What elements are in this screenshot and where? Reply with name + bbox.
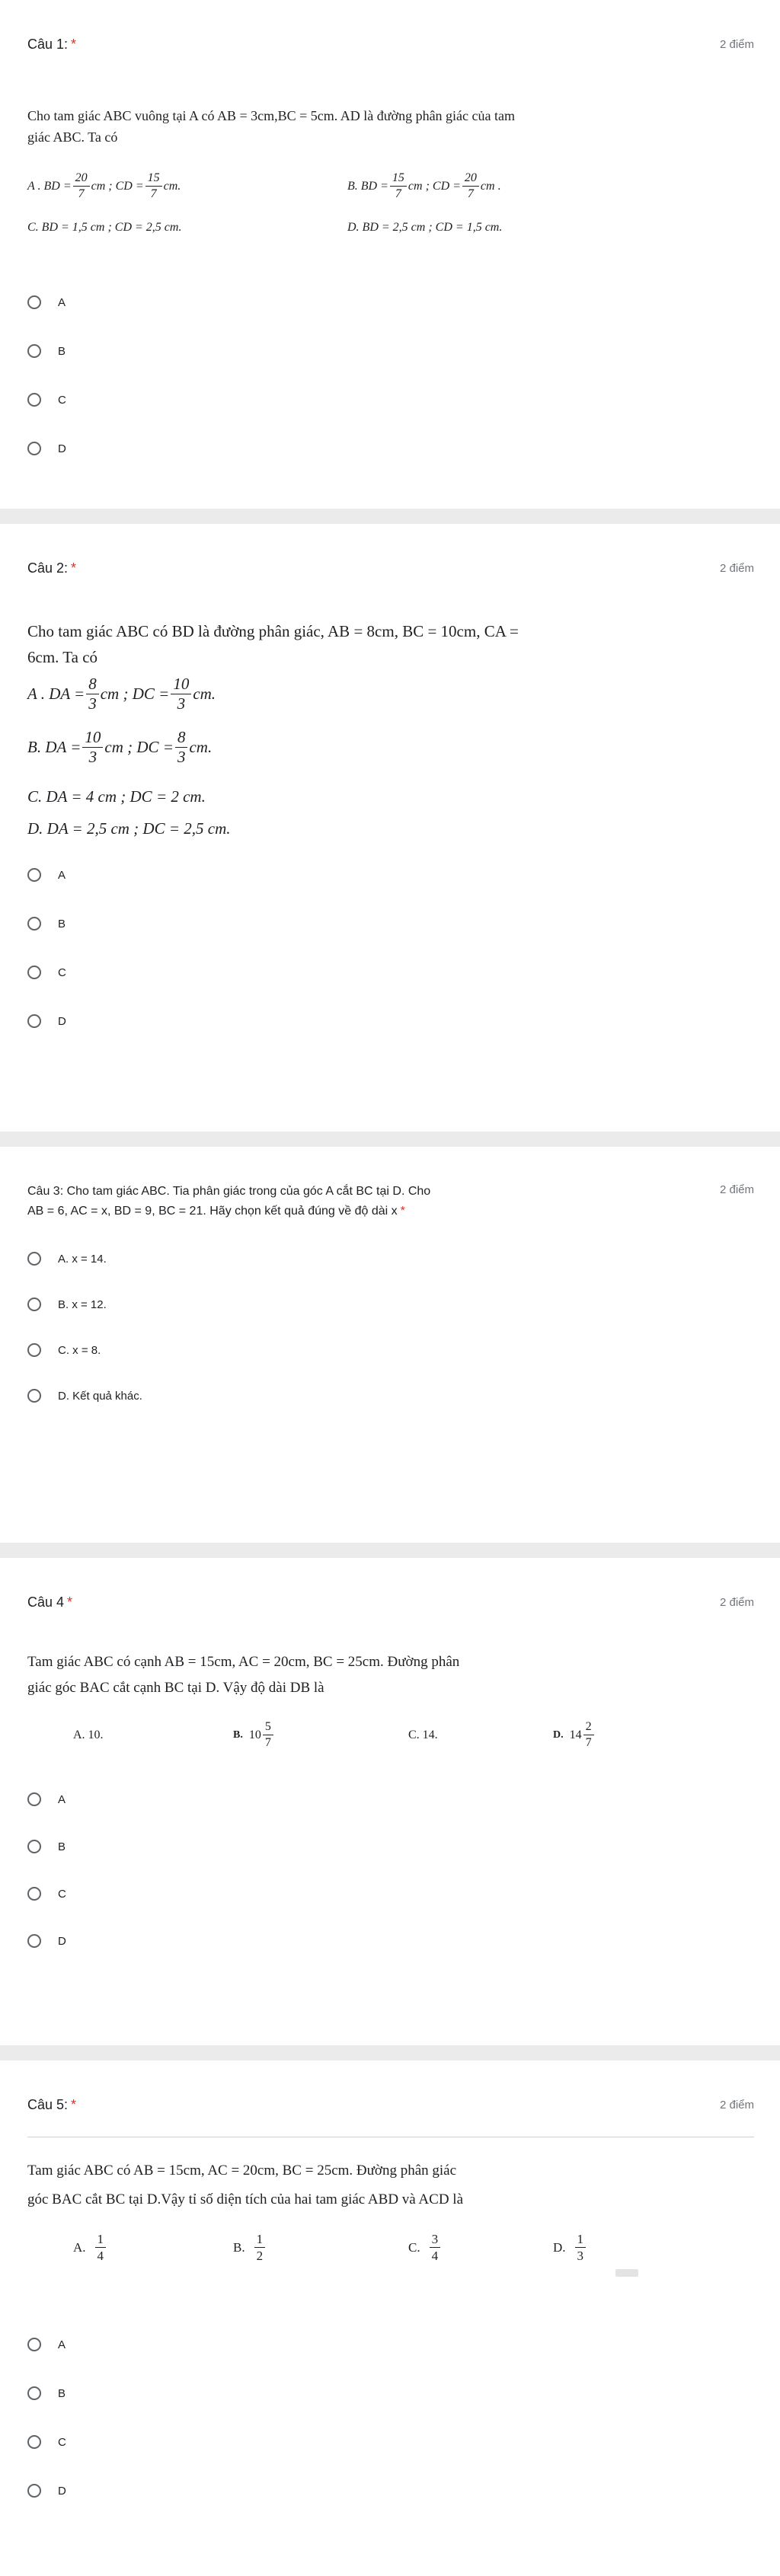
radio-button[interactable] xyxy=(27,1252,41,1266)
fraction: $\frac{20}{7}$ xyxy=(73,172,90,200)
choice-c-text: C. DA = 4 cm ; DC = 2 cm. xyxy=(27,787,206,806)
fraction: $\frac{1}{4}$ xyxy=(95,2233,107,2262)
option-label: D xyxy=(58,1934,66,1948)
radio-button[interactable] xyxy=(27,1934,41,1948)
option-label: C xyxy=(58,393,66,407)
fraction: $\frac{15}{7}$ xyxy=(390,172,407,200)
radio-option[interactable] xyxy=(27,2386,66,2400)
option-label: C xyxy=(58,2435,66,2449)
radio-option[interactable] xyxy=(27,1389,142,1403)
prompt-line: góc BAC cắt BC tại D.Vậy tỉ số diện tích của hai tam giác ABD và ACD là xyxy=(27,2191,464,2207)
question-title xyxy=(27,37,76,53)
option-label: C. x = 8. xyxy=(58,1343,101,1357)
option-label: D xyxy=(58,442,66,455)
radio-button[interactable] xyxy=(27,1343,41,1357)
radio-option[interactable] xyxy=(27,917,66,930)
option-label: B. x = 12. xyxy=(58,1298,107,1311)
option-label: D. Kết quả khác. xyxy=(58,1389,142,1403)
radio-button[interactable] xyxy=(27,2484,41,2498)
radio-option[interactable] xyxy=(27,344,66,358)
option-label: A xyxy=(58,2338,66,2351)
fraction: $\frac{15}{7}$ xyxy=(145,172,162,200)
radio-button[interactable] xyxy=(27,393,41,407)
required-marker: * xyxy=(400,1205,405,1218)
radio-button[interactable] xyxy=(27,1840,41,1853)
question-title xyxy=(27,2097,76,2113)
radio-option[interactable] xyxy=(27,1014,66,1028)
fraction: $\frac{5}{7}$ xyxy=(263,1721,273,1749)
question-title-text: Câu 5: xyxy=(27,2097,69,2112)
required-marker: * xyxy=(71,2097,77,2112)
choices-line xyxy=(73,1721,754,1749)
question-card-2 xyxy=(0,524,780,1132)
fraction: $\frac{10}{3}$ xyxy=(171,676,191,712)
radio-option[interactable] xyxy=(27,2338,66,2351)
choice-a-text: A. 10. xyxy=(73,1728,104,1741)
prompt-line: Tam giác ABC có AB = 15cm, AC = 20cm, BC = 25cm. Đường phân giác xyxy=(27,2163,457,2179)
prompt-line: giác góc BAC cắt cạnh BC tại D. Vậy độ dài DB là xyxy=(27,1680,324,1696)
question-points: 2 điểm xyxy=(719,38,754,51)
radio-button[interactable] xyxy=(27,2435,41,2449)
question-title xyxy=(27,1182,696,1221)
choice-d-text: D. DA = 2,5 cm ; DC = 2,5 cm. xyxy=(27,819,231,838)
question-prompt xyxy=(27,105,754,148)
question-title-line: Câu 3: Cho tam giác ABC. Tia phân giác trong của góc A cắt BC tại D. Cho xyxy=(27,1185,431,1198)
radio-button[interactable] xyxy=(27,1014,41,1028)
fraction: $\frac{8}{3}$ xyxy=(175,729,188,765)
choice-b-text: B. DA = $\frac{10}{3}$ cm ; DC = $\frac{8}{3}$ cm. xyxy=(27,728,213,766)
choice-d-text: D. 14 $\frac{2}{7}$ xyxy=(553,1721,596,1749)
question-card-5 xyxy=(0,2060,780,2576)
radio-button[interactable] xyxy=(27,917,41,930)
option-label: A xyxy=(58,868,66,882)
fraction: $\frac{1}{3}$ xyxy=(575,2233,587,2262)
radio-option[interactable] xyxy=(27,393,66,407)
required-marker: * xyxy=(67,1594,73,1610)
choice-d-text: D. BD = 2,5 cm ; CD = 1,5 cm. xyxy=(347,221,503,234)
choice-c-text: C. 14. xyxy=(408,1728,438,1741)
radio-button[interactable] xyxy=(27,1298,41,1311)
fraction: $\frac{8}{3}$ xyxy=(86,676,99,712)
fraction: $\frac{3}{4}$ xyxy=(430,2233,441,2262)
choice-c-text: C. BD = 1,5 cm ; CD = 2,5 cm. xyxy=(27,221,182,234)
option-label: B xyxy=(58,1840,66,1853)
choice-a-text: A . DA = $\frac{8}{3}$ cm ; DC = $\frac{10}{3}$ cm. xyxy=(27,675,216,713)
radio-option[interactable] xyxy=(27,1343,101,1357)
question-points: 2 điểm xyxy=(719,1183,754,1196)
fraction: $\frac{1}{2}$ xyxy=(254,2233,266,2262)
required-marker: * xyxy=(71,560,77,576)
question-prompt xyxy=(27,618,754,670)
question-title xyxy=(27,1594,72,1610)
prompt-line: giác ABC. Ta có xyxy=(27,129,118,145)
option-label: B xyxy=(58,917,66,930)
prompt-line: 6cm. Ta có xyxy=(27,648,98,666)
question-card-3 xyxy=(0,1147,780,1543)
radio-option[interactable] xyxy=(27,1792,66,1806)
option-label: A xyxy=(58,295,66,309)
question-prompt xyxy=(27,2156,754,2214)
radio-option[interactable] xyxy=(27,1252,107,1266)
choice-b-text: B. $\frac{1}{2}$ xyxy=(233,2233,408,2262)
question-points: 2 điểm xyxy=(719,1596,754,1609)
fraction: $\frac{20}{7}$ xyxy=(462,172,479,200)
radio-button[interactable] xyxy=(27,442,41,455)
question-title-line: AB = 6, AC = x, BD = 9, BC = 21. Hãy chọn kết quả đúng về độ dài x xyxy=(27,1205,398,1218)
question-title-text: Câu 1: xyxy=(27,37,69,52)
option-label: D xyxy=(58,1014,66,1028)
radio-option[interactable] xyxy=(27,1934,66,1948)
radio-button[interactable] xyxy=(27,2386,41,2400)
required-marker: * xyxy=(71,37,77,52)
radio-option[interactable] xyxy=(27,2435,66,2449)
option-label: C xyxy=(58,966,66,979)
radio-button[interactable] xyxy=(27,1887,41,1901)
question-points: 2 điểm xyxy=(719,562,754,575)
radio-option[interactable] xyxy=(27,442,66,455)
radio-option[interactable] xyxy=(27,1840,66,1853)
choice-a-text: A . BD = $\frac{20}{7}$ cm ; CD = $\frac{15}{7}$ cm. xyxy=(27,171,181,200)
choices-line-cd xyxy=(27,221,754,235)
fraction: $\frac{2}{7}$ xyxy=(583,1721,594,1749)
option-label: C xyxy=(58,1887,66,1901)
question-points: 2 điểm xyxy=(719,2099,754,2112)
question-title-text: Câu 2: xyxy=(27,560,69,576)
radio-option[interactable] xyxy=(27,2484,66,2498)
option-label: B xyxy=(58,2386,66,2400)
fraction: $\frac{10}{3}$ xyxy=(82,729,103,765)
prompt-line: Cho tam giác ABC có BD là đường phân giác, AB = 8cm, BC = 10cm, CA = xyxy=(27,622,519,640)
choice-a-text: A. $\frac{1}{4}$ xyxy=(73,2233,233,2262)
radio-button[interactable] xyxy=(27,966,41,979)
tooltip-icon xyxy=(615,2269,638,2277)
prompt-line: Cho tam giác ABC vuông tại A có AB = 3cm,BC = 5cm. AD là đường phân giác của tam xyxy=(27,108,516,123)
choice-b-text: B. 10 $\frac{5}{7}$ xyxy=(233,1721,408,1749)
radio-option[interactable] xyxy=(27,1298,107,1311)
choice-b-text: B. BD = $\frac{15}{7}$ cm ; CD = $\frac{20}{7}$ cm . xyxy=(347,171,501,200)
question-title xyxy=(27,560,76,576)
radio-option[interactable] xyxy=(27,1887,66,1901)
radio-button[interactable] xyxy=(27,1389,41,1403)
question-title-text: Câu 4 xyxy=(27,1594,65,1610)
question-card-4 xyxy=(0,1558,780,2045)
question-prompt xyxy=(27,1649,754,1701)
choices-line xyxy=(73,2233,754,2262)
option-label: D xyxy=(58,2484,66,2498)
choice-c-text: C. $\frac{3}{4}$ xyxy=(408,2233,553,2262)
radio-button[interactable] xyxy=(27,868,41,882)
option-label: B xyxy=(58,344,66,358)
question-card-1 xyxy=(0,0,780,509)
option-label: A. x = 14. xyxy=(58,1252,107,1266)
choice-d-text: D. $\frac{1}{3}$ xyxy=(553,2233,587,2262)
choices-line-ab xyxy=(27,172,754,200)
radio-button[interactable] xyxy=(27,295,41,309)
radio-option[interactable] xyxy=(27,868,66,882)
radio-button[interactable] xyxy=(27,344,41,358)
radio-button[interactable] xyxy=(27,2338,41,2351)
prompt-line: Tam giác ABC có cạnh AB = 15cm, AC = 20cm, BC = 25cm. Đường phân xyxy=(27,1654,460,1670)
option-label: A xyxy=(58,1792,66,1806)
radio-option[interactable] xyxy=(27,966,66,979)
radio-button[interactable] xyxy=(27,1792,41,1806)
radio-option[interactable] xyxy=(27,295,66,309)
